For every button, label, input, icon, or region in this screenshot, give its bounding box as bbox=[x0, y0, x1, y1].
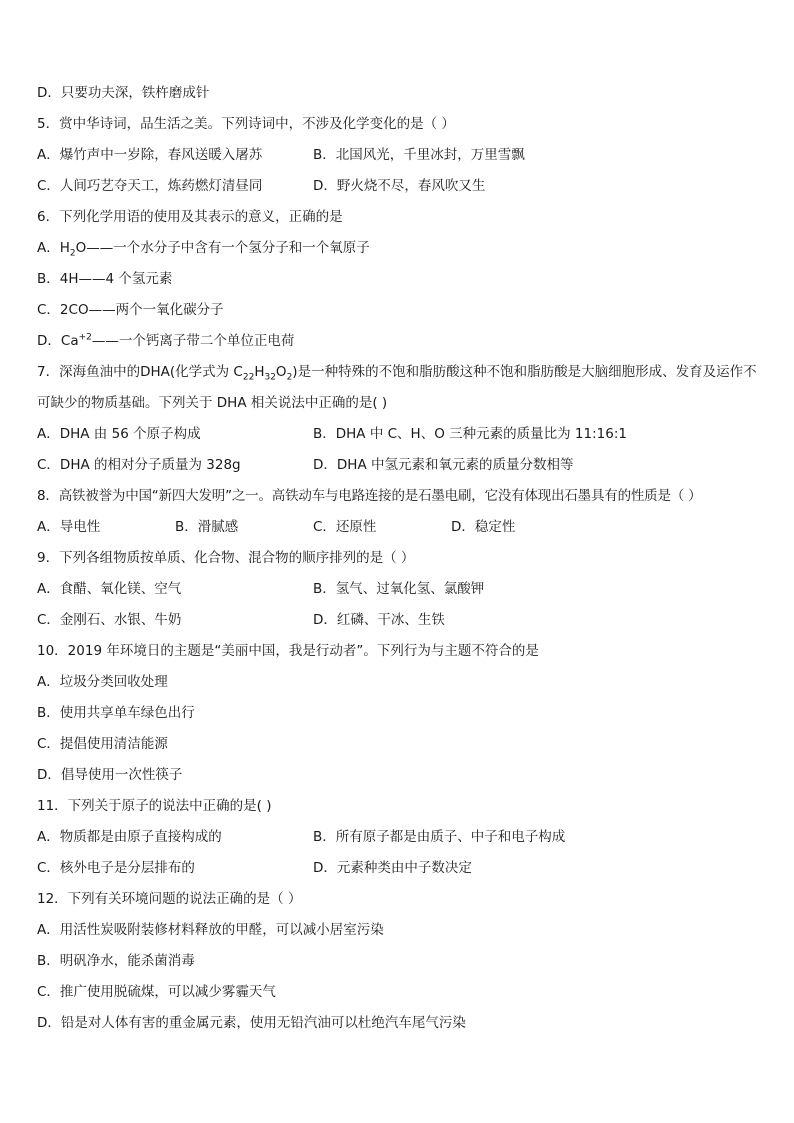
q8-option-a: A．导电性 bbox=[37, 519, 101, 535]
q11-option-a: A．物质都是由原子直接构成的 bbox=[37, 829, 222, 845]
q8-option-d: D．稳定性 bbox=[451, 519, 516, 535]
q8-stem: 8．高铁被誉为中国“新四大发明”之一。高铁动车与电路连接的是石墨电刷，它没有体现出石墨具有的性质是（ ） bbox=[37, 488, 702, 504]
q7-option-c: C．DHA 的相对分子质量为 328g bbox=[37, 457, 241, 473]
q11-option-c: C．核外电子是分层排布的 bbox=[37, 860, 195, 876]
q7-option-d: D．DHA 中氢元素和氧元素的质量分数相等 bbox=[313, 457, 574, 473]
q6-option-d: D．$Ca^{+2}——$一个钙离子带二个单位正电荷 bbox=[37, 332, 295, 349]
q9-option-b: B．氢气、过氧化氢、氯酸钾 bbox=[313, 581, 485, 597]
q9-stem: 9．下列各组物质按单质、化合物、混合物的顺序排列的是（ ） bbox=[37, 550, 415, 566]
q11-option-d: D．元素种类由中子数决定 bbox=[313, 860, 472, 876]
q5-option-c: C．人间巧艺夺天工，炼药燃灯清昼同 bbox=[37, 178, 263, 194]
question-10 bbox=[37, 636, 757, 791]
q6-stem: 6．下列化学用语的使用及其表示的意义，正确的是 bbox=[37, 209, 343, 225]
q9-option-a: A．食醋、氧化镁、空气 bbox=[37, 581, 182, 597]
q11-option-b: B．所有原子都是由质子、中子和电子构成 bbox=[313, 829, 566, 845]
q10-option-b: B．使用共享单车绿色出行 bbox=[37, 705, 195, 721]
q10-stem: 10．2019 年环境日的主题是“美丽中国，我是行动者”。下列行为与主题不符合的是 bbox=[37, 643, 539, 659]
q5-stem: 5．赏中华诗词，品生活之美。下列诗词中，不涉及化学变化的是（ ） bbox=[37, 116, 455, 132]
q5-option-b: B．北国风光，千里冰封，万里雪飘 bbox=[313, 147, 525, 163]
question-11 bbox=[37, 791, 757, 884]
question-6 bbox=[37, 202, 757, 357]
q7-option-a: A．DHA 由 56 个原子构成 bbox=[37, 426, 201, 442]
q12-option-a: A．用活性炭吸附装修材料释放的甲醛，可以减小居室污染 bbox=[37, 922, 384, 938]
q5-option-d: D．野火烧不尽，春风吹又生 bbox=[313, 178, 486, 194]
q9-option-c: C．金刚石、水银、牛奶 bbox=[37, 612, 182, 628]
q12-stem: 12．下列有关环境问题的说法正确的是（ ） bbox=[37, 891, 302, 907]
question-12 bbox=[37, 884, 757, 1039]
q10-option-a: A．垃圾分类回收处理 bbox=[37, 674, 168, 690]
q6-option-c: C．2CO——两个一氧化碳分子 bbox=[37, 302, 224, 318]
q4-option-d: D．只要功夫深，铁杵磨成针 bbox=[37, 85, 210, 101]
q12-option-c: C．推广使用脱硫煤，可以减少雾霾天气 bbox=[37, 984, 276, 1000]
q7-option-b: B．DHA 中 C、H、O 三种元素的质量比为 11:16:1 bbox=[313, 426, 627, 442]
exam-page bbox=[37, 78, 757, 1039]
question-7 bbox=[37, 357, 757, 481]
question-8 bbox=[37, 481, 757, 543]
q10-option-d: D．倡导使用一次性筷子 bbox=[37, 767, 183, 783]
q11-stem: 11．下列关于原子的说法中正确的是( ) bbox=[37, 798, 272, 814]
q12-option-b: B．明矾净水，能杀菌消毒 bbox=[37, 953, 195, 969]
q8-option-c: C．还原性 bbox=[313, 519, 377, 535]
q7-stem: 7．深海鱼油中的DHA(化学式为 $C_{22}H_{32}O_2$)是一种特殊的不饱和脂肪酸这种不饱和脂肪酸是大脑细胞形成、发育及运作不可缺少的物质基础。下列关于 DHA 相关说法中正确的是( ) bbox=[37, 364, 757, 411]
q9-option-d: D．红磷、干冰、生铁 bbox=[313, 612, 445, 628]
q6-option-b: B．4H——4 个氢元素 bbox=[37, 271, 173, 287]
question-9 bbox=[37, 543, 757, 636]
q6-option-a: A．$H_2O——$一个水分子中含有一个氢分子和一个氧原子 bbox=[37, 240, 370, 259]
q12-option-d: D．铅是对人体有害的重金属元素，使用无铅汽油可以杜绝汽车尾气污染 bbox=[37, 1015, 466, 1031]
q8-option-b: B．滑腻感 bbox=[175, 519, 239, 535]
q10-option-c: C．提倡使用清洁能源 bbox=[37, 736, 168, 752]
q5-option-a: A．爆竹声中一岁除，春风送暖入屠苏 bbox=[37, 147, 263, 163]
question-5 bbox=[37, 109, 757, 202]
